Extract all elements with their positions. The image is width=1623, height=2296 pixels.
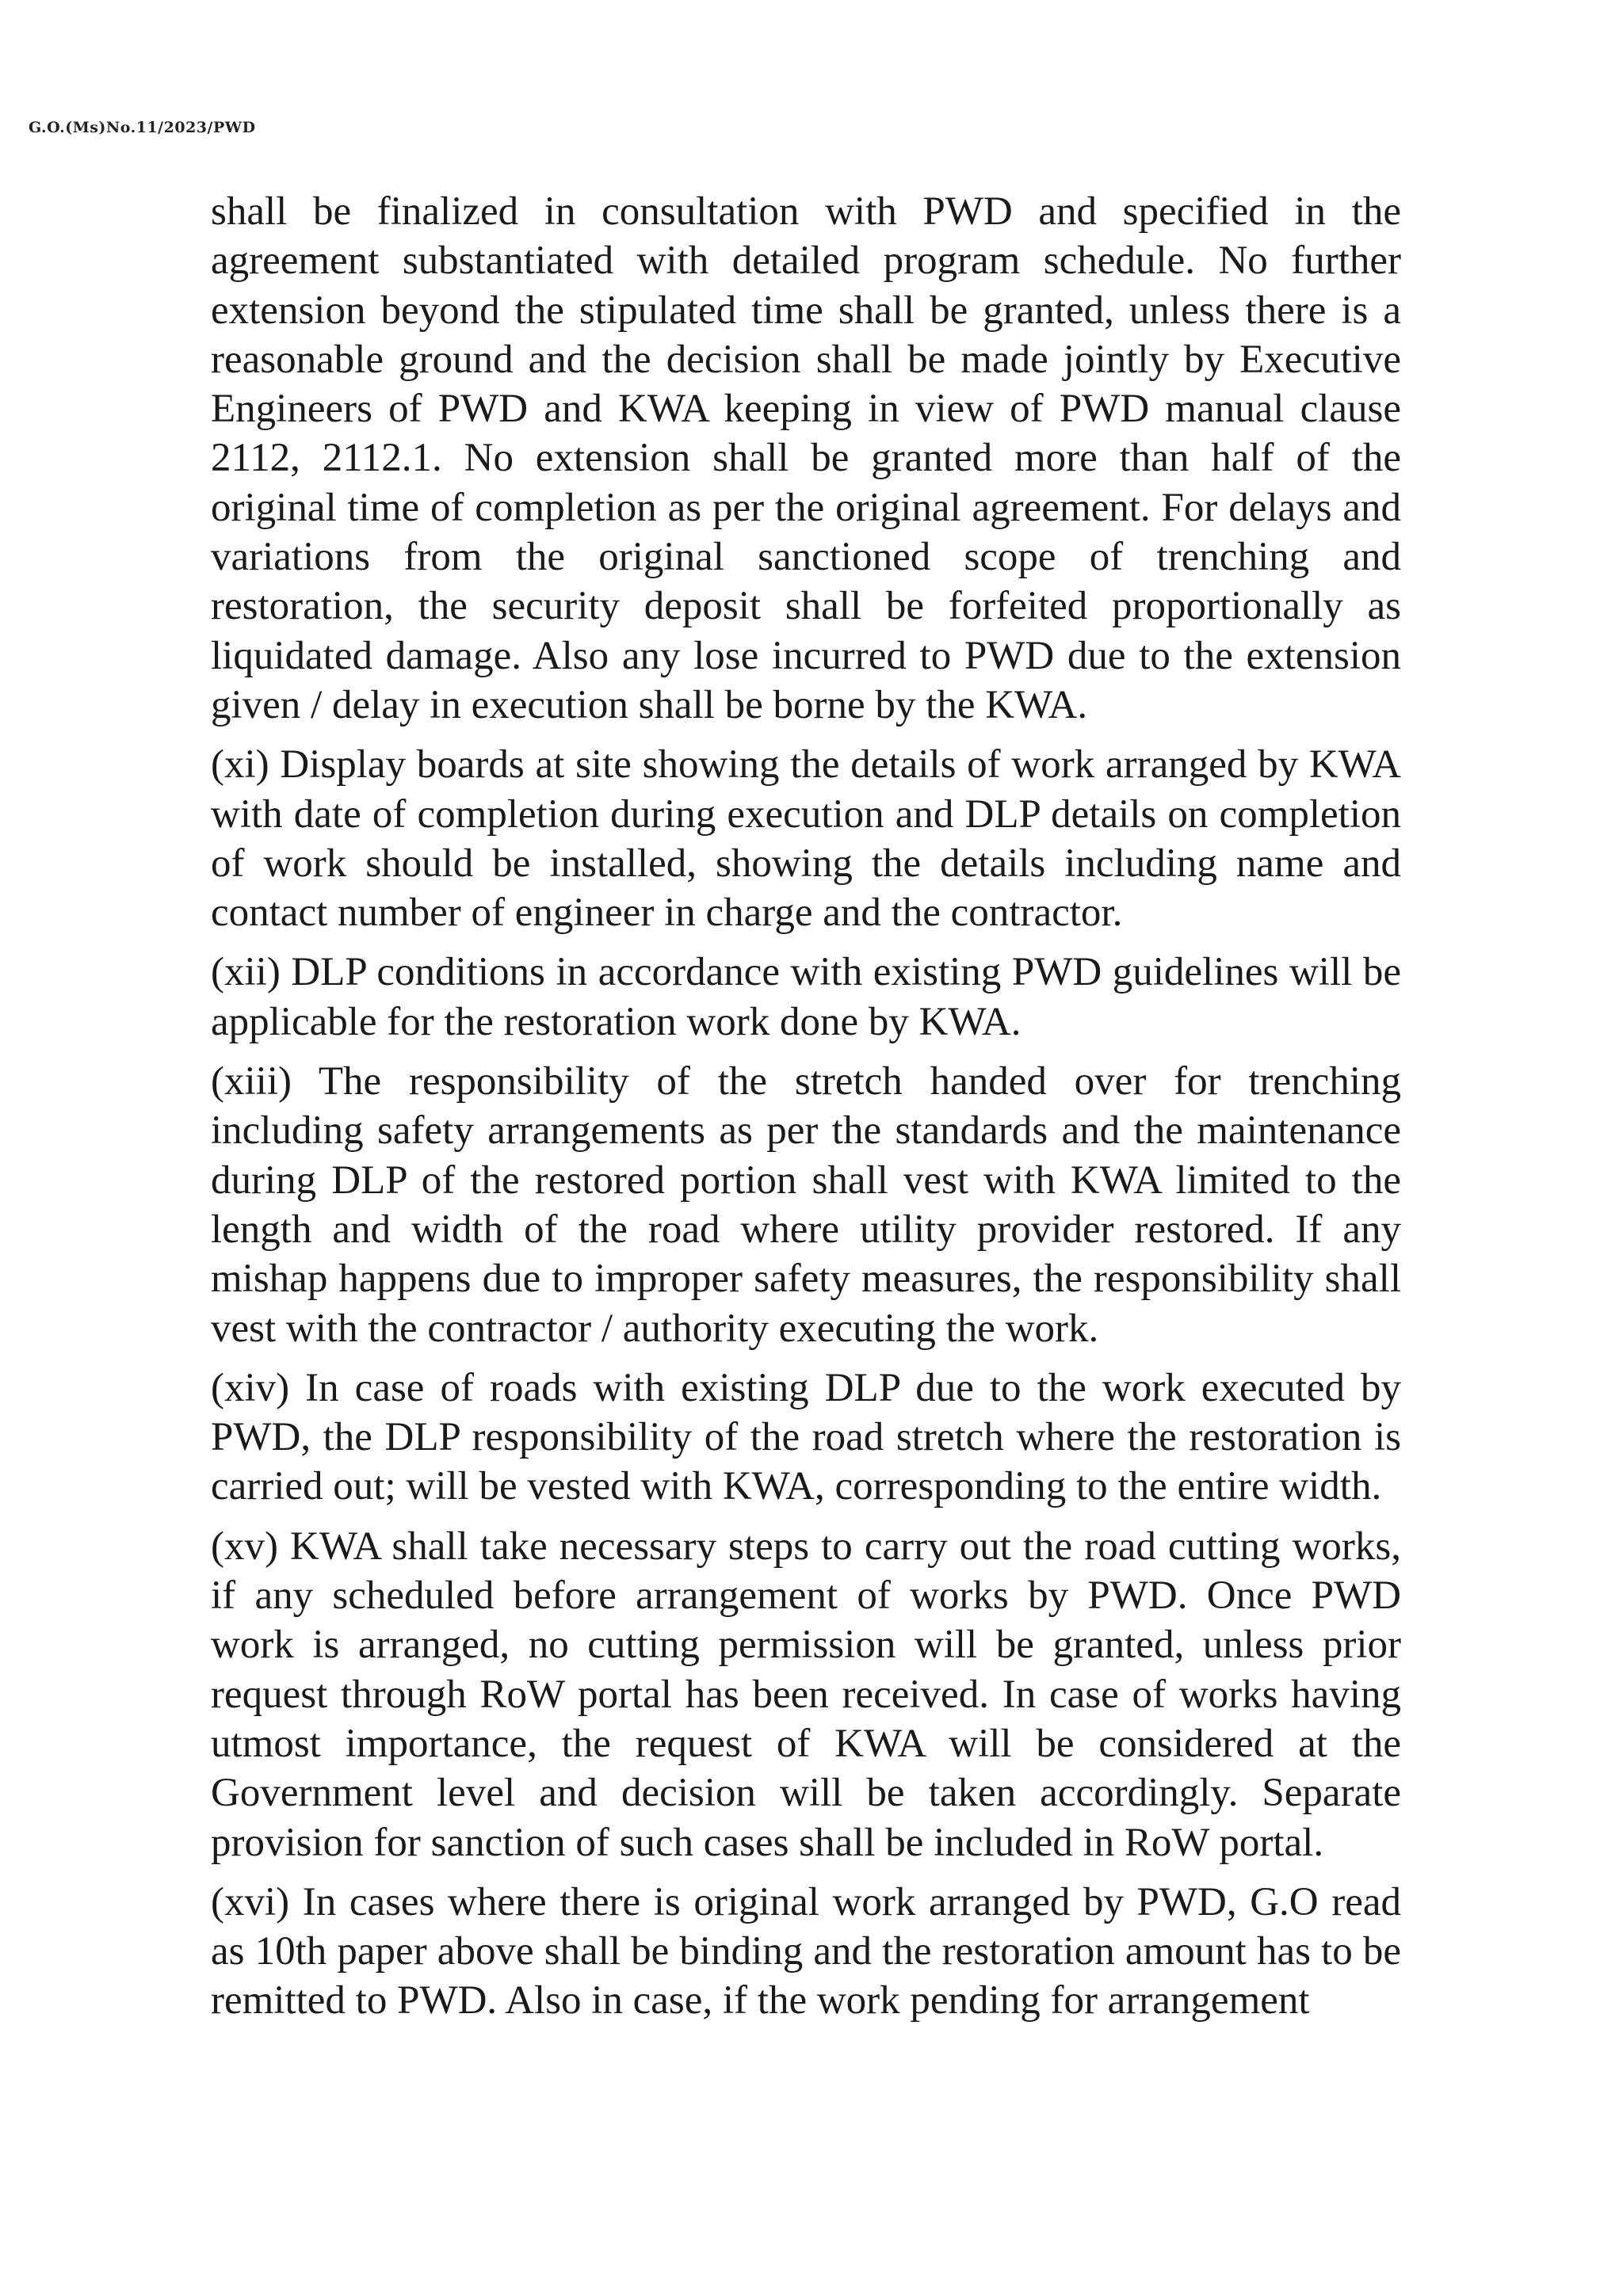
paragraph-xiv: (xiv) In case of roads with existing DLP due to the work executed by PWD, the DLP responsibility of the road stretch where the restoration is carried out; will be vested with KWA, corresponding to the entire width. bbox=[211, 1365, 1401, 1509]
document-body bbox=[211, 187, 1401, 2036]
paragraph-xvi: (xvi) In cases where there is original work arranged by PWD, G.O read as 10th paper above shall be binding and the restoration amount has to be remitted to PWD. Also in case, if the work pending for arrangement bbox=[211, 1879, 1401, 2023]
paragraph-continuation: shall be finalized in consultation with PWD and specified in the agreement substantiated with detailed program schedule. No further extension beyond the stipulated time shall be granted, unless there is a reasonable ground and the decision shall be made jointly by Executive Engineers of PWD and KWA keeping in view of PWD manual clause 2112, 2112.1. No extension shall be granted more than half of the original time of completion as per the original agreement. For delays and variations from the original sanctioned scope of trenching and restoration, the security deposit shall be forfeited proportionally as liquidated damage. Also any lose incurred to PWD due to the extension given / delay in execution shall be borne by the KWA. bbox=[211, 189, 1401, 727]
go-reference-header: G.O.(Ms)No.11/2023/PWD bbox=[29, 119, 256, 136]
paragraph-xiii: (xiii) The responsibility of the stretch handed over for trenching including safety arrangements as per the standards and the maintenance during DLP of the restored portion shall vest with KWA limited to the length and width of the road where utility provider restored. If any mishap happens due to improper safety measures, the responsibility shall vest with the contractor / authority executing the work. bbox=[211, 1059, 1401, 1351]
paragraph-xv: (xv) KWA shall take necessary steps to carry out the road cutting works, if any scheduled before arrangement of works by PWD. Once PWD work is arranged, no cutting permission will be granted, unless prior request through RoW portal has been received. In case of works having utmost importance, the request of KWA will be considered at the Government level and decision will be taken accordingly. Separate provision for sanction of such cases shall be included in RoW portal. bbox=[211, 1524, 1401, 1865]
paragraph-xii: (xii) DLP conditions in accordance with existing PWD guidelines will be applicable for the restoration work done by KWA. bbox=[211, 950, 1401, 1044]
paragraph-xi: (xi) Display boards at site showing the details of work arranged by KWA with date of completion during execution and DLP details on completion of work should be installed, showing the details including name and contact number of engineer in charge and the contractor. bbox=[211, 742, 1401, 936]
